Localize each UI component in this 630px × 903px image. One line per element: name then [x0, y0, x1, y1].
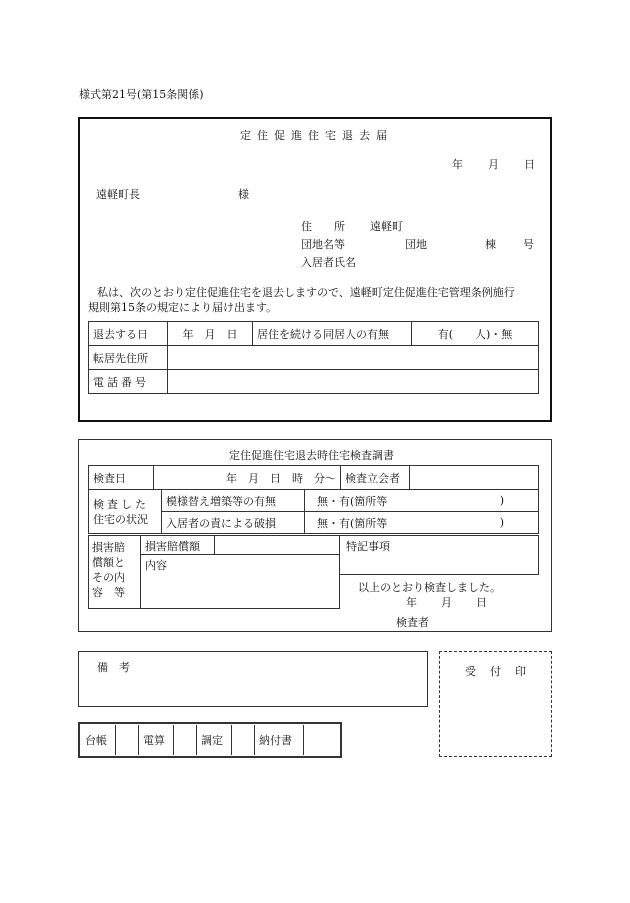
new-address-label: 転居先住所	[89, 346, 168, 370]
inspector-label: 検査者	[396, 616, 429, 629]
ledger-stamp-daicho[interactable]	[116, 725, 139, 755]
complex-value: 団地	[405, 238, 427, 251]
remodel-close: )	[499, 494, 504, 507]
address-label: 住 所	[301, 220, 345, 233]
inspection-date-value[interactable]: 年 月 日 時 分～	[154, 466, 341, 490]
compensation-amount-label: 損害賠償額	[145, 540, 200, 553]
honorific: 様	[238, 188, 249, 201]
notice-body-line1: 私は、次のとおり定住促進住宅を退去しますので、遠軽町定住促進住宅管理条例施行	[97, 286, 515, 299]
special-notes-cell[interactable]	[339, 535, 539, 575]
receipt-stamp-label: 受付印	[465, 665, 540, 678]
addressee: 遠軽町長	[96, 188, 140, 201]
inspection-date-label: 検査日	[89, 466, 154, 490]
phone-label: 電話番号	[89, 370, 168, 394]
remodel-label: 模様替え増築等の有無	[162, 490, 305, 512]
ledger-label-densan: 電算	[139, 725, 174, 755]
house-status-label-line2: 住宅の状況	[93, 512, 148, 526]
notice-date-day: 日	[524, 158, 535, 171]
compensation-label-line2: 償額と	[92, 556, 125, 569]
completion-date-month: 月	[441, 596, 452, 609]
ledger-label-daicho: 台帳	[81, 725, 116, 755]
damage-label: 入居者の責による破損	[162, 512, 305, 534]
house-status-label	[89, 490, 162, 534]
damage-value-cell[interactable]	[305, 512, 539, 534]
notice-date-month: 月	[488, 158, 499, 171]
completion-date-year: 年	[406, 596, 417, 609]
witness-field[interactable]	[410, 466, 539, 490]
ledger-label-nofusho: 納付書	[255, 725, 304, 755]
complex-label: 団地名等	[301, 238, 345, 251]
compensation-label	[88, 535, 141, 609]
house-status-table	[88, 489, 539, 534]
remarks-box[interactable]	[78, 651, 428, 707]
ledger-stamp-chotei[interactable]	[232, 725, 255, 755]
compensation-label-line1: 損害賠	[92, 541, 125, 554]
move-out-date-value[interactable]: 年 月 日	[168, 322, 253, 346]
compensation-label-line3: その内	[92, 571, 125, 584]
cohabitant-label: 居住を続ける同居人の有無	[253, 322, 412, 346]
completion-text: 以上のとおり検査しました。	[358, 581, 501, 594]
damage-close: )	[499, 516, 504, 529]
compensation-details-label: 内容	[145, 559, 167, 572]
remodel-value-cell[interactable]	[305, 490, 539, 512]
inspection-title: 定住促進住宅退去時住宅検査調書	[229, 449, 394, 462]
witness-label: 検査立会者	[341, 466, 410, 490]
new-address-field[interactable]	[168, 346, 539, 370]
ledger-label-chotei: 調定	[197, 725, 232, 755]
resident-label: 入居者氏名	[301, 256, 356, 269]
cohabitant-value[interactable]: 有( 人)・無	[412, 322, 539, 346]
compensation-amount-field[interactable]	[214, 535, 340, 555]
completion-date-day: 日	[476, 596, 487, 609]
remarks-label: 備 考	[97, 661, 130, 674]
house-status-label-line1: 検査した	[93, 497, 149, 511]
ledger-stamp-nofusho[interactable]	[304, 725, 327, 755]
special-notes-label: 特記事項	[346, 540, 390, 553]
ledger-table	[81, 725, 326, 755]
notice-title: 定住促進住宅退去届	[240, 129, 393, 142]
ledger-stamp-densan[interactable]	[174, 725, 197, 755]
compensation-details-cell[interactable]	[140, 554, 340, 609]
phone-field[interactable]	[168, 370, 539, 394]
form-number: 様式第21号(第15条関係)	[79, 88, 204, 101]
notice-date-year: 年	[452, 158, 463, 171]
notice-body-line2: 規則第15条の規定により届け出ます。	[88, 301, 278, 314]
unit-label: 号	[523, 238, 534, 251]
inspection-top-table	[88, 465, 539, 490]
remodel-value: 無・有(箇所等	[317, 494, 388, 508]
building-label: 棟	[485, 238, 496, 251]
damage-value: 無・有(箇所等	[317, 516, 388, 530]
compensation-amount-label-cell	[140, 535, 215, 555]
move-out-table	[88, 321, 539, 394]
address-value: 遠軽町	[370, 220, 403, 233]
compensation-label-line4: 容 等	[92, 586, 125, 599]
move-out-date-label: 退去する日	[89, 322, 168, 346]
